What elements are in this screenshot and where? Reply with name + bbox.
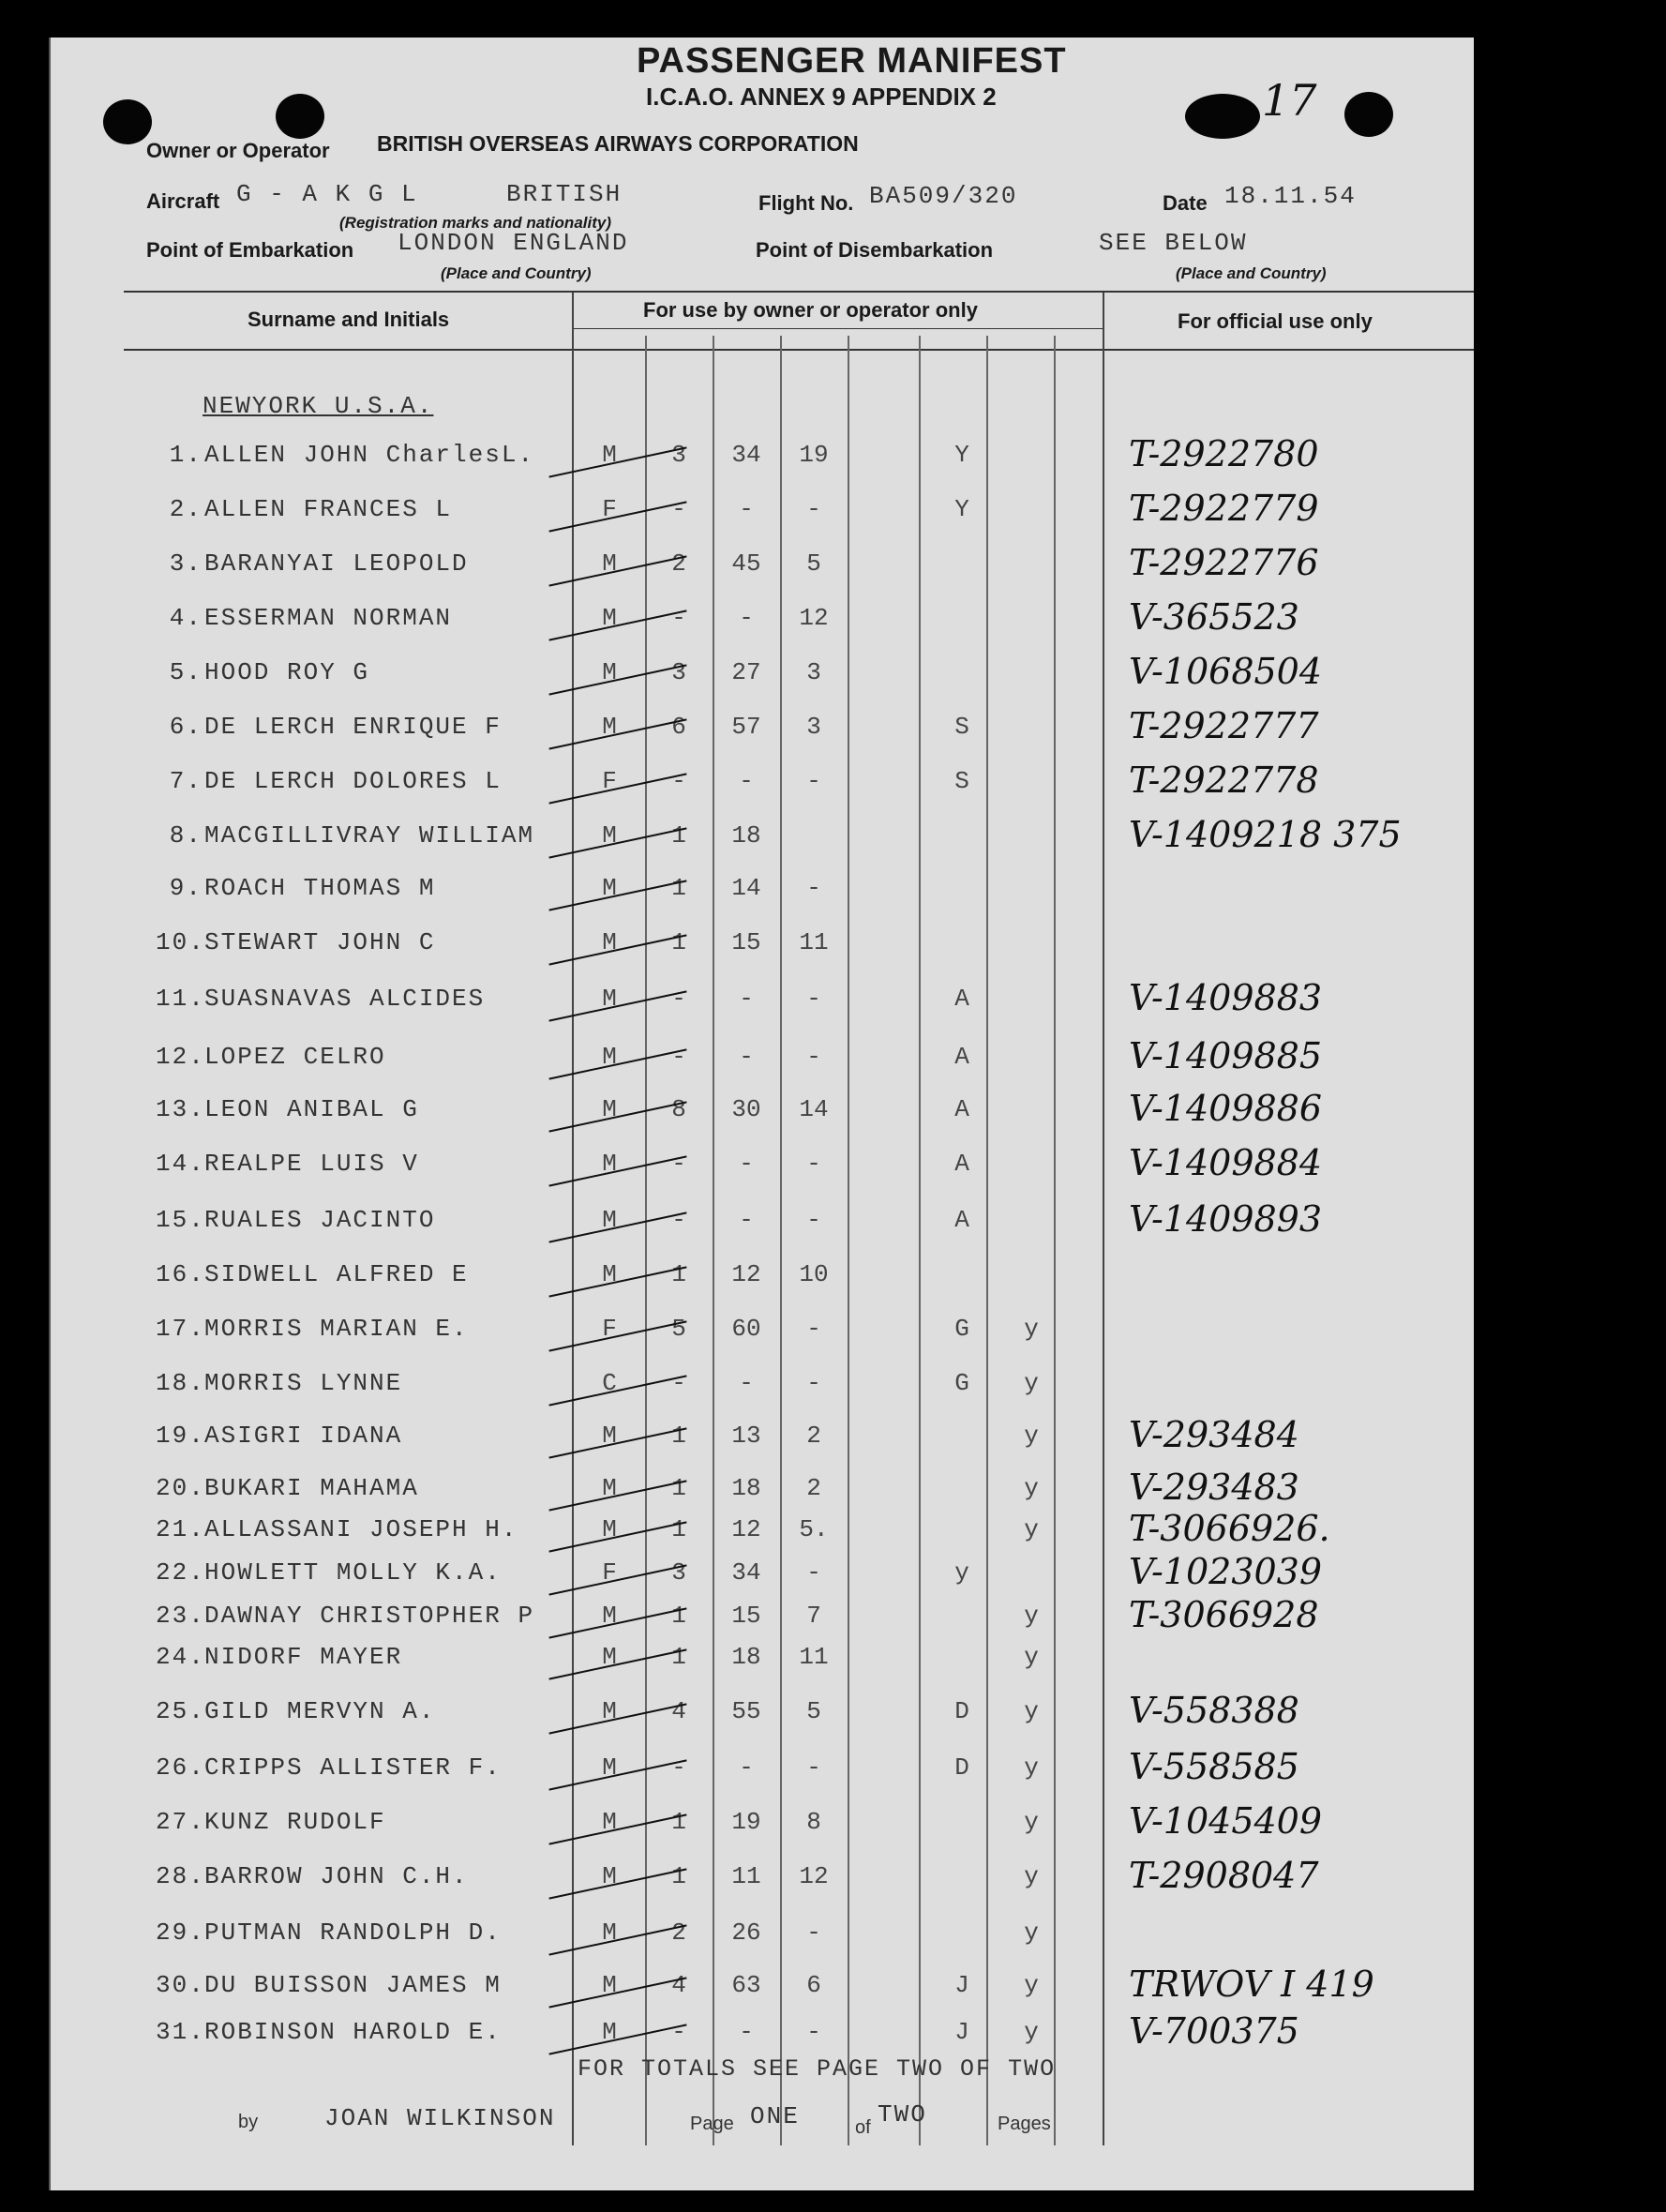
sex-cell: C bbox=[602, 1369, 617, 1397]
passenger-name: STEWART JOHN C bbox=[204, 928, 436, 956]
sex-cell: M bbox=[602, 604, 617, 632]
row-number: 21. bbox=[156, 1515, 205, 1543]
row-number: 19. bbox=[156, 1422, 205, 1450]
col2-cell: 27 bbox=[731, 658, 761, 686]
punch-hole-right bbox=[1344, 92, 1393, 137]
col2-cell: - bbox=[739, 2018, 754, 2046]
punch-hole-right-dark bbox=[1185, 94, 1260, 139]
official-number: T-2922779 bbox=[1129, 488, 1319, 529]
col4-cell: A bbox=[954, 1206, 969, 1234]
col3-cell: 5. bbox=[799, 1515, 829, 1543]
col3-cell: 11 bbox=[799, 928, 829, 956]
col2-cell: 26 bbox=[731, 1919, 761, 1947]
passenger-name: CRIPPS ALLISTER F. bbox=[204, 1753, 502, 1782]
row-number: 25. bbox=[156, 1697, 205, 1725]
row-number: 2. bbox=[169, 495, 203, 523]
corner-mark: 17 bbox=[1262, 75, 1317, 126]
passenger-name: DU BUISSON JAMES M bbox=[204, 1971, 502, 1999]
aircraft-value: G - A K G L bbox=[236, 180, 418, 208]
official-number: V-558388 bbox=[1129, 1690, 1299, 1731]
sex-cell: M bbox=[602, 441, 617, 469]
passenger-name: BUKARI MAHAMA bbox=[204, 1474, 419, 1502]
page-subtitle: I.C.A.O. ANNEX 9 APPENDIX 2 bbox=[646, 83, 997, 111]
col1-cell: 6 bbox=[671, 713, 686, 741]
sex-cell: M bbox=[602, 1150, 617, 1178]
col2-cell: 45 bbox=[731, 549, 761, 578]
destination-heading: NEWYORK U.S.A. bbox=[203, 392, 434, 420]
col3-cell: 8 bbox=[806, 1808, 821, 1836]
sex-cell: M bbox=[602, 1697, 617, 1725]
col4-cell: J bbox=[954, 1971, 969, 1999]
col4-cell: Y bbox=[954, 495, 969, 523]
embark-note: (Place and Country) bbox=[441, 264, 592, 282]
row-number: 15. bbox=[156, 1206, 205, 1234]
col-divider-right bbox=[1103, 293, 1104, 2145]
passenger-name: ASIGRI IDANA bbox=[204, 1422, 403, 1450]
sex-cell: F bbox=[602, 495, 617, 523]
row-number: 22. bbox=[156, 1558, 205, 1587]
col2-cell: 18 bbox=[731, 1643, 761, 1671]
passenger-name: SUASNAVAS ALCIDES bbox=[204, 985, 486, 1013]
passenger-name: GILD MERVYN A. bbox=[204, 1697, 436, 1725]
col2-cell: 55 bbox=[731, 1697, 761, 1725]
footer-of-value: TWO bbox=[878, 2100, 927, 2129]
row-number: 6. bbox=[169, 713, 203, 741]
row-number: 27. bbox=[156, 1808, 205, 1836]
col4-cell: G bbox=[954, 1369, 969, 1397]
sex-cell: M bbox=[602, 1808, 617, 1836]
passenger-name: MACGILLIVRAY WILLIAM bbox=[204, 821, 535, 850]
official-number: V-1068504 bbox=[1129, 651, 1323, 692]
col1-cell: - bbox=[671, 1150, 686, 1178]
sex-cell: M bbox=[602, 1515, 617, 1543]
sex-cell: M bbox=[602, 1206, 617, 1234]
col2-cell: 57 bbox=[731, 713, 761, 741]
row-number: 31. bbox=[156, 2018, 205, 2046]
row-number: 18. bbox=[156, 1369, 205, 1397]
passenger-name: DE LERCH DOLORES L bbox=[204, 767, 502, 795]
owner-header-rule bbox=[574, 328, 1104, 329]
col2-cell: 15 bbox=[731, 1602, 761, 1630]
sex-cell: M bbox=[602, 1260, 617, 1288]
col2-cell: 14 bbox=[731, 874, 761, 902]
owner-grid-line bbox=[848, 336, 849, 2145]
sex-cell: M bbox=[602, 1919, 617, 1947]
passenger-name: NIDORF MAYER bbox=[204, 1643, 403, 1671]
official-number: V-1409893 bbox=[1129, 1198, 1323, 1240]
col2-cell: - bbox=[739, 604, 754, 632]
col4-cell: A bbox=[954, 1043, 969, 1071]
official-number: V-1045409 bbox=[1129, 1800, 1323, 1842]
col2-cell: - bbox=[739, 1043, 754, 1071]
col1-cell: 1 bbox=[671, 1602, 686, 1630]
col5-cell: y bbox=[1024, 1515, 1039, 1543]
row-number: 3. bbox=[169, 549, 203, 578]
passenger-name: HOOD ROY G bbox=[204, 658, 370, 686]
sex-cell: M bbox=[602, 1043, 617, 1071]
col1-cell: 1 bbox=[671, 821, 686, 850]
col1-cell: 1 bbox=[671, 1260, 686, 1288]
nationality-value: BRITISH bbox=[506, 180, 623, 208]
col3-cell: 5 bbox=[806, 1697, 821, 1725]
col2-cell: - bbox=[739, 495, 754, 523]
col1-cell: 1 bbox=[671, 1474, 686, 1502]
col4-cell: y bbox=[954, 1558, 969, 1587]
sex-cell: M bbox=[602, 985, 617, 1013]
page-title: PASSENGER MANIFEST bbox=[637, 41, 1067, 81]
sex-cell: M bbox=[602, 821, 617, 850]
punch-hole-left bbox=[103, 99, 152, 144]
passenger-name: BARROW JOHN C.H. bbox=[204, 1862, 469, 1890]
col1-cell: - bbox=[671, 985, 686, 1013]
owner-label: Owner or Operator bbox=[146, 139, 330, 162]
sex-cell: M bbox=[602, 1971, 617, 1999]
row-number: 24. bbox=[156, 1643, 205, 1671]
col3-cell: 12 bbox=[799, 604, 829, 632]
col5-cell: y bbox=[1024, 1602, 1039, 1630]
col4-cell: D bbox=[954, 1753, 969, 1782]
col3-cell: - bbox=[806, 495, 821, 523]
table-header-rule bbox=[124, 349, 1474, 351]
passenger-name: HOWLETT MOLLY K.A. bbox=[204, 1558, 502, 1587]
passenger-name: REALPE LUIS V bbox=[204, 1150, 419, 1178]
official-number: T-2908047 bbox=[1129, 1855, 1319, 1896]
col3-cell: - bbox=[806, 2018, 821, 2046]
col-owner-header: For use by owner or operator only bbox=[643, 298, 978, 322]
col2-cell: 12 bbox=[731, 1515, 761, 1543]
col3-cell: - bbox=[806, 1753, 821, 1782]
table-top-rule bbox=[124, 291, 1474, 293]
col5-cell: y bbox=[1024, 1643, 1039, 1671]
official-number: V-293483 bbox=[1129, 1467, 1299, 1508]
footer-by-value: JOAN WILKINSON bbox=[324, 2104, 556, 2132]
owner-grid-line bbox=[1054, 336, 1056, 2145]
flight-label: Flight No. bbox=[758, 191, 854, 215]
passenger-name: MORRIS MARIAN E. bbox=[204, 1315, 469, 1343]
row-number: 17. bbox=[156, 1315, 205, 1343]
col3-cell: 6 bbox=[806, 1971, 821, 1999]
sex-cell: F bbox=[602, 1315, 617, 1343]
col1-cell: 2 bbox=[671, 549, 686, 578]
col3-cell: - bbox=[806, 985, 821, 1013]
sex-cell: M bbox=[602, 1474, 617, 1502]
row-number: 26. bbox=[156, 1753, 205, 1782]
col5-cell: y bbox=[1024, 1369, 1039, 1397]
col1-cell: 1 bbox=[671, 1422, 686, 1450]
row-number: 20. bbox=[156, 1474, 205, 1502]
col5-cell: y bbox=[1024, 1315, 1039, 1343]
col4-cell: D bbox=[954, 1697, 969, 1725]
disembark-note: (Place and Country) bbox=[1176, 264, 1327, 282]
date-value: 18.11.54 bbox=[1224, 182, 1357, 210]
sex-cell: M bbox=[602, 658, 617, 686]
row-number: 7. bbox=[169, 767, 203, 795]
col2-cell: - bbox=[739, 767, 754, 795]
sex-cell: M bbox=[602, 549, 617, 578]
col5-cell: y bbox=[1024, 2018, 1039, 2046]
col1-cell: - bbox=[671, 2018, 686, 2046]
official-number: T-2922776 bbox=[1129, 542, 1319, 583]
col5-cell: y bbox=[1024, 1862, 1039, 1890]
flight-value: BA509/320 bbox=[869, 182, 1018, 210]
col1-cell: - bbox=[671, 1043, 686, 1071]
col1-cell: - bbox=[671, 767, 686, 795]
footer-pages-label: Pages bbox=[998, 2114, 1051, 2134]
sex-cell: M bbox=[602, 1862, 617, 1890]
sex-cell: M bbox=[602, 1753, 617, 1782]
col3-cell: 12 bbox=[799, 1862, 829, 1890]
official-number: T-2922777 bbox=[1129, 705, 1319, 746]
col1-cell: 1 bbox=[671, 1643, 686, 1671]
col5-cell: y bbox=[1024, 1422, 1039, 1450]
sex-cell: M bbox=[602, 928, 617, 956]
official-number: V-700375 bbox=[1129, 2010, 1299, 2052]
passenger-name: LEON ANIBAL G bbox=[204, 1095, 419, 1123]
col2-cell: - bbox=[739, 985, 754, 1013]
punch-hole-center bbox=[276, 94, 324, 139]
col3-cell: 11 bbox=[799, 1643, 829, 1671]
official-number: V-1409885 bbox=[1129, 1035, 1323, 1076]
col2-cell: 12 bbox=[731, 1260, 761, 1288]
sex-cell: M bbox=[602, 1422, 617, 1450]
passenger-name: ALLEN JOHN CharlesL. bbox=[204, 441, 535, 469]
col3-cell: 14 bbox=[799, 1095, 829, 1123]
col2-cell: 34 bbox=[731, 1558, 761, 1587]
row-number: 29. bbox=[156, 1919, 205, 1947]
col2-cell: - bbox=[739, 1206, 754, 1234]
col1-cell: - bbox=[671, 1753, 686, 1782]
col2-cell: 63 bbox=[731, 1971, 761, 1999]
col2-cell: 19 bbox=[731, 1808, 761, 1836]
passenger-name: LOPEZ CELRO bbox=[204, 1043, 386, 1071]
col4-cell: J bbox=[954, 2018, 969, 2046]
disembark-label: Point of Disembarkation bbox=[756, 238, 994, 262]
col3-cell: 19 bbox=[799, 441, 829, 469]
col1-cell: 3 bbox=[671, 1558, 686, 1587]
col1-cell: 2 bbox=[671, 1919, 686, 1947]
passenger-name: PUTMAN RANDOLPH D. bbox=[204, 1919, 502, 1947]
col3-cell: - bbox=[806, 767, 821, 795]
sex-cell: F bbox=[602, 767, 617, 795]
official-number: V-1409886 bbox=[1129, 1088, 1323, 1129]
official-number: T-3066928 bbox=[1129, 1594, 1319, 1635]
manifest-sheet bbox=[49, 38, 1474, 2190]
col4-cell: G bbox=[954, 1315, 969, 1343]
official-number: V-1409218 375 bbox=[1129, 814, 1402, 855]
col-divider-left bbox=[572, 293, 574, 2145]
owner-grid-line bbox=[713, 336, 714, 2145]
col1-cell: 1 bbox=[671, 1515, 686, 1543]
official-number: V-365523 bbox=[1129, 596, 1299, 638]
passenger-name: RUALES JACINTO bbox=[204, 1206, 436, 1234]
col3-cell: - bbox=[806, 874, 821, 902]
sex-cell: M bbox=[602, 1602, 617, 1630]
col3-cell: 2 bbox=[806, 1422, 821, 1450]
footer-page-value: ONE bbox=[750, 2102, 800, 2130]
passenger-name: KUNZ RUDOLF bbox=[204, 1808, 386, 1836]
passenger-name: SIDWELL ALFRED E bbox=[204, 1260, 469, 1288]
row-number: 1. bbox=[169, 441, 203, 469]
official-number: TRWOV I 419 bbox=[1129, 1964, 1374, 2005]
embark-label: Point of Embarkation bbox=[146, 238, 354, 262]
official-number: V-558585 bbox=[1129, 1746, 1299, 1787]
col5-cell: y bbox=[1024, 1919, 1039, 1947]
col2-cell: - bbox=[739, 1150, 754, 1178]
passenger-name: ESSERMAN NORMAN bbox=[204, 604, 453, 632]
col2-cell: 34 bbox=[731, 441, 761, 469]
col3-cell: 10 bbox=[799, 1260, 829, 1288]
col-official-header: For official use only bbox=[1178, 309, 1373, 333]
footer-page-label: Page bbox=[690, 2114, 734, 2134]
col4-cell: S bbox=[954, 713, 969, 741]
col3-cell: - bbox=[806, 1206, 821, 1234]
col5-cell: y bbox=[1024, 1697, 1039, 1725]
col1-cell: - bbox=[671, 1369, 686, 1397]
col3-cell: - bbox=[806, 1150, 821, 1178]
col2-cell: 15 bbox=[731, 928, 761, 956]
col2-cell: - bbox=[739, 1753, 754, 1782]
row-number: 28. bbox=[156, 1862, 205, 1890]
row-number: 5. bbox=[169, 658, 203, 686]
col3-cell: 7 bbox=[806, 1602, 821, 1630]
col5-cell: y bbox=[1024, 1474, 1039, 1502]
row-number: 8. bbox=[169, 821, 203, 850]
registration-note: (Registration marks and nationality) bbox=[339, 214, 611, 232]
col2-cell: 13 bbox=[731, 1422, 761, 1450]
col2-cell: 18 bbox=[731, 821, 761, 850]
passenger-name: DE LERCH ENRIQUE F bbox=[204, 713, 502, 741]
col1-cell: 8 bbox=[671, 1095, 686, 1123]
official-number: V-293484 bbox=[1129, 1414, 1299, 1455]
passenger-name: DAWNAY CHRISTOPHER P bbox=[204, 1602, 535, 1630]
col4-cell: Y bbox=[954, 441, 969, 469]
col3-cell: 3 bbox=[806, 658, 821, 686]
col1-cell: - bbox=[671, 495, 686, 523]
col3-cell: 3 bbox=[806, 713, 821, 741]
passenger-name: ROACH THOMAS M bbox=[204, 874, 436, 902]
disembark-value: SEE BELOW bbox=[1099, 229, 1248, 257]
aircraft-label: Aircraft bbox=[146, 189, 220, 213]
col1-cell: 4 bbox=[671, 1971, 686, 1999]
col3-cell: - bbox=[806, 1558, 821, 1587]
col1-cell: 1 bbox=[671, 1862, 686, 1890]
col2-cell: 11 bbox=[731, 1862, 761, 1890]
col1-cell: - bbox=[671, 1206, 686, 1234]
col1-cell: 4 bbox=[671, 1697, 686, 1725]
sex-cell: M bbox=[602, 874, 617, 902]
official-number: V-1023039 bbox=[1129, 1551, 1323, 1592]
official-number: V-1409883 bbox=[1129, 977, 1323, 1018]
col1-cell: 1 bbox=[671, 1808, 686, 1836]
col-surname-header: Surname and Initials bbox=[248, 308, 450, 331]
col3-cell: - bbox=[806, 1369, 821, 1397]
passenger-name: ALLEN FRANCES L bbox=[204, 495, 453, 523]
col1-cell: - bbox=[671, 604, 686, 632]
col4-cell: A bbox=[954, 1095, 969, 1123]
col4-cell: A bbox=[954, 985, 969, 1013]
owner-grid-line bbox=[919, 336, 921, 2145]
official-number: T-2922778 bbox=[1129, 760, 1319, 801]
footer-by-label: by bbox=[238, 2112, 259, 2132]
row-number: 10. bbox=[156, 928, 205, 956]
passenger-name: BARANYAI LEOPOLD bbox=[204, 549, 469, 578]
row-number: 12. bbox=[156, 1043, 205, 1071]
passenger-name: ROBINSON HAROLD E. bbox=[204, 2018, 502, 2046]
col3-cell: 2 bbox=[806, 1474, 821, 1502]
col1-cell: 5 bbox=[671, 1315, 686, 1343]
passenger-name: ALLASSANI JOSEPH H. bbox=[204, 1515, 518, 1543]
sex-cell: F bbox=[602, 1558, 617, 1587]
passenger-name: MORRIS LYNNE bbox=[204, 1369, 403, 1397]
date-label: Date bbox=[1163, 191, 1208, 215]
sex-cell: M bbox=[602, 1643, 617, 1671]
sex-cell: M bbox=[602, 2018, 617, 2046]
col4-cell: S bbox=[954, 767, 969, 795]
official-number: T-2922780 bbox=[1129, 433, 1319, 474]
col1-cell: 3 bbox=[671, 441, 686, 469]
col2-cell: 30 bbox=[731, 1095, 761, 1123]
col5-cell: y bbox=[1024, 1753, 1039, 1782]
row-number: 14. bbox=[156, 1150, 205, 1178]
row-number: 4. bbox=[169, 604, 203, 632]
owner-grid-line bbox=[780, 336, 782, 2145]
row-number: 23. bbox=[156, 1602, 205, 1630]
embark-value: LONDON ENGLAND bbox=[398, 229, 629, 257]
row-number: 11. bbox=[156, 985, 205, 1013]
col5-cell: y bbox=[1024, 1971, 1039, 1999]
col1-cell: 1 bbox=[671, 874, 686, 902]
footer-of-label: of bbox=[855, 2117, 871, 2138]
col3-cell: - bbox=[806, 1315, 821, 1343]
official-number: T-3066926. bbox=[1129, 1508, 1330, 1549]
row-number: 30. bbox=[156, 1971, 205, 1999]
col2-cell: 18 bbox=[731, 1474, 761, 1502]
col3-cell: 5 bbox=[806, 549, 821, 578]
col1-cell: 1 bbox=[671, 928, 686, 956]
official-number: V-1409884 bbox=[1129, 1142, 1323, 1183]
row-number: 16. bbox=[156, 1260, 205, 1288]
owner-value: BRITISH OVERSEAS AIRWAYS CORPORATION bbox=[377, 131, 859, 156]
sex-cell: M bbox=[602, 713, 617, 741]
col4-cell: A bbox=[954, 1150, 969, 1178]
col2-cell: - bbox=[739, 1369, 754, 1397]
owner-grid-line bbox=[645, 336, 647, 2145]
row-number: 13. bbox=[156, 1095, 205, 1123]
owner-grid-line bbox=[986, 336, 988, 2145]
row-number: 9. bbox=[169, 874, 203, 902]
col1-cell: 3 bbox=[671, 658, 686, 686]
col3-cell: - bbox=[806, 1919, 821, 1947]
sex-cell: M bbox=[602, 1095, 617, 1123]
totals-note: FOR TOTALS SEE PAGE TWO OF TWO bbox=[578, 2055, 1057, 2083]
col2-cell: 60 bbox=[731, 1315, 761, 1343]
col5-cell: y bbox=[1024, 1808, 1039, 1836]
col3-cell: - bbox=[806, 1043, 821, 1071]
